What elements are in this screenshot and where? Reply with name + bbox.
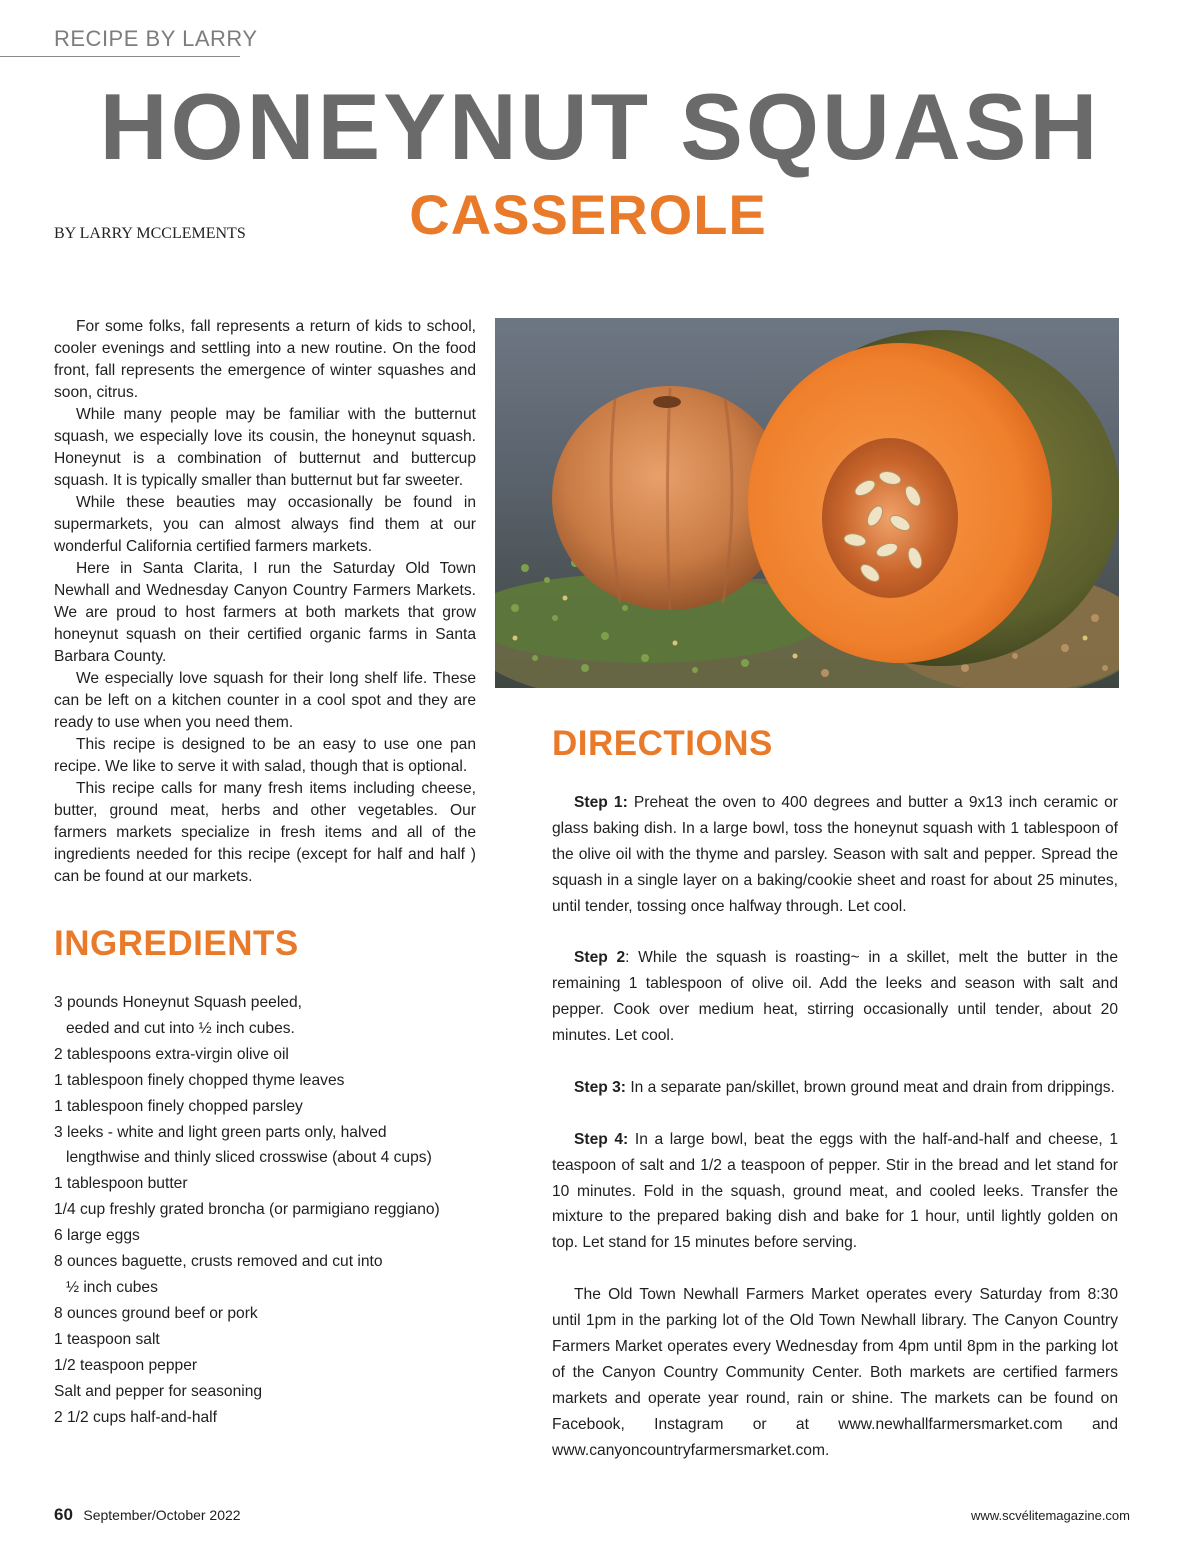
page-number: 60 xyxy=(54,1505,73,1524)
issue-date: September/October 2022 xyxy=(83,1507,241,1523)
intro-paragraph: This recipe calls for many fresh items including cheese, butter, ground meat, herbs and other vegetables. Our farmers markets specialize in fresh items and all of the ingredients needed for this recipe (except for half and half ) can be found at our markets. xyxy=(54,780,476,885)
ingredient-line: 6 large eggs xyxy=(54,1227,140,1245)
website-link[interactable]: www.scvélitemagazine.com xyxy=(971,1508,1130,1523)
ingredient-line: 2 tablespoons extra-virgin olive oil xyxy=(54,1045,289,1063)
ingredient-line: eeded and cut into ½ inch cubes. xyxy=(66,1019,295,1037)
section-kicker xyxy=(0,24,258,57)
ingredient-line: 8 ounces baguette, crusts removed and cut into xyxy=(54,1253,383,1271)
ingredient-line: 8 ounces ground beef or pork xyxy=(54,1304,258,1322)
directions-heading: DIRECTIONS xyxy=(552,724,773,763)
headline-sub: CASSEROLE xyxy=(409,183,767,246)
ingredient-line: 1/4 cup freshly grated broncha (or parmigiano reggiano) xyxy=(54,1201,440,1219)
intro-paragraph: While many people may be familiar with the butternut squash, we especially love its cousin, the honeynut squash. Honeynut is a combination of butternut and buttercup squash. It is typically smaller than butternut but far sweeter. xyxy=(54,406,476,489)
ingredient-line: 3 pounds Honeynut Squash peeled, xyxy=(54,994,302,1011)
intro-text xyxy=(54,316,476,888)
ingredients-heading: INGREDIENTS xyxy=(54,924,299,963)
ingredient-line: 1 tablespoon finely chopped parsley xyxy=(54,1097,303,1115)
step-label: Step 4: xyxy=(574,1130,629,1148)
page-footer-left xyxy=(54,1505,241,1525)
intro-paragraph: Here in Santa Clarita, I run the Saturday Old Town Newhall and Wednesday Canyon Country Farmers Markets. We are proud to host farmers at both markets that grow honeynut squash on their certified organic farms in Santa Barbara County. xyxy=(54,560,476,665)
ingredient-line: 3 leeks - white and light green parts only, halved xyxy=(54,1123,387,1141)
step-label: Step 1: xyxy=(574,794,628,811)
step-text: In a separate pan/skillet, brown ground meat and drain from drippings. xyxy=(626,1078,1115,1096)
market-info: The Old Town Newhall Farmers Market operates every Saturday from 8:30 until 1pm in the parking lot of the Old Town Newhall library. The Canyon Country Farmers Market operates every Wednesday from 4pm until 8pm in the parking lot of the Canyon Country Community Center. Both markets are certified farmers markets and operate year round, rain or shine. The markets can be found on Facebook, Instagram or at www.newhallfarmersmarket.com and www.canyoncountryfarmersmarket.com. xyxy=(552,1286,1118,1459)
direction-step xyxy=(552,1127,1118,1257)
ingredient-line: Salt and pepper for seasoning xyxy=(54,1382,263,1400)
directions-text xyxy=(552,790,1118,1489)
headline-main: HONEYNUT SQUASH xyxy=(99,74,1101,179)
ingredient-line: 1 teaspoon salt xyxy=(54,1330,160,1348)
direction-step xyxy=(552,1075,1118,1101)
step-text: In a large bowl, beat the eggs with the half-and-half and cheese, 1 teaspoon of salt and 1/2 a teaspoon of pepper. Stir in the bread and let stand for 10 minutes. Fold in the squash, ground meat, and cooled leeks. Transfer the mixture to the prepared baking dish and bake for 1 hour, until lightly golden on top. Let stand for 15 minutes before serving. xyxy=(552,1130,1118,1252)
intro-paragraph: This recipe is designed to be an easy to use one pan recipe. We like to serve it with salad, though that is optional. xyxy=(54,736,476,775)
intro-paragraph: We especially love squash for their long shelf life. These can be left on a kitchen counter in a cool spot and they are ready to use when you need them. xyxy=(54,670,476,731)
direction-step xyxy=(552,945,1118,1049)
squash-photo xyxy=(495,318,1119,688)
ingredient-line: ½ inch cubes xyxy=(66,1278,158,1296)
step-text: : While the squash is roasting~ in a skillet, melt the butter in the remaining 1 tablespoon of olive oil. Add the leeks and season with salt and pepper. Cook over medium heat, stirring occasionally until tender, about 20 minutes. Let cool. xyxy=(552,949,1118,1045)
ingredients-list xyxy=(54,990,494,1430)
intro-paragraph: For some folks, fall represents a return of kids to school, cooler evenings and settling into a new routine. On the food front, fall represents the emergence of winter squashes and soon, citrus. xyxy=(54,318,476,401)
ingredient-line: 1 tablespoon butter xyxy=(54,1175,188,1193)
ingredient-line: lengthwise and thinly sliced crosswise (about 4 cups) xyxy=(66,1149,432,1167)
direction-step xyxy=(552,790,1118,920)
kicker-label: RECIPE BY LARRY xyxy=(54,26,258,51)
step-label: Step 2 xyxy=(574,949,626,967)
step-label: Step 3: xyxy=(574,1078,626,1096)
byline: BY LARRY MCCLEMENTS xyxy=(54,225,246,242)
ingredient-line: 1 tablespoon finely chopped thyme leaves xyxy=(54,1071,345,1089)
ingredient-line: 2 1/2 cups half-and-half xyxy=(54,1408,217,1426)
step-text: Preheat the oven to 400 degrees and butter a 9x13 inch ceramic or glass baking dish. In a large bowl, toss the honeynut squash with 1 tablespoon of the olive oil with the thyme and parsley. Season with salt and pepper. Spread the squash in a single layer on a baking/cookie sheet and roast for about 25 minutes, until tender, tossing once halfway through. Let cool. xyxy=(552,794,1118,915)
squash-illustration xyxy=(495,318,1119,688)
ingredient-line: 1/2 teaspoon pepper xyxy=(54,1356,198,1374)
intro-paragraph: While these beauties may occasionally be found in supermarkets, you can almost always find them at our wonderful California certified farmers markets. xyxy=(54,494,476,555)
